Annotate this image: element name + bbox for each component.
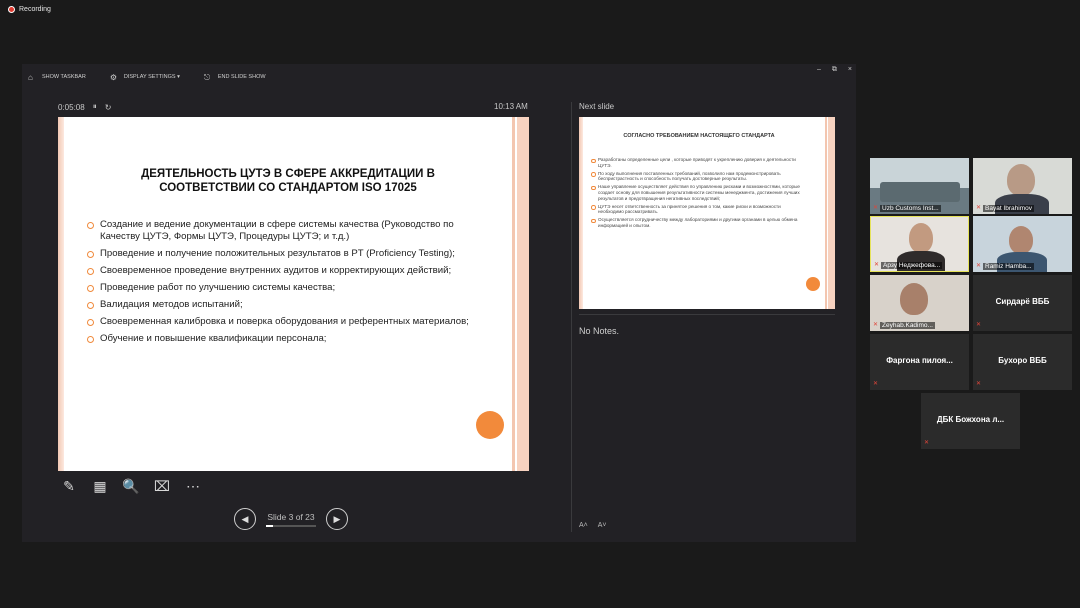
taskbar-icon: ⌂	[28, 72, 33, 82]
participant-tile[interactable]	[973, 334, 1072, 390]
mic-muted-icon: ✕	[873, 381, 879, 387]
slide-position	[266, 512, 316, 527]
participant-name: Ramiz Hamba...	[985, 263, 1032, 270]
recording-indicator	[8, 6, 51, 13]
participant-tile[interactable]	[870, 275, 969, 331]
slide-tools	[60, 477, 202, 495]
slide-progress-fill	[266, 525, 273, 527]
participant-tile[interactable]	[870, 158, 969, 214]
participant-name: Фаргона пилоя...	[886, 356, 953, 365]
participant-tile[interactable]	[973, 275, 1072, 331]
speaker-notes[interactable]: No Notes.	[579, 326, 620, 336]
current-slide[interactable]	[58, 117, 529, 471]
decrease-font-icon[interactable]: A˅	[597, 522, 607, 529]
mic-muted-icon: ✕	[873, 322, 879, 328]
slide-bullet: Своевременная калибровка и поверка оборудования и референтных материалов;	[86, 316, 486, 328]
more-options-icon[interactable]: ⋯	[186, 477, 200, 494]
pane-divider[interactable]	[571, 102, 572, 532]
reset-timer-icon[interactable]: ↻	[104, 102, 112, 112]
mic-muted-icon: ✕	[976, 205, 982, 211]
video-person	[900, 283, 928, 315]
slide-progress-bar	[266, 525, 316, 527]
end-slide-show-label: END SLIDE SHOW	[217, 74, 266, 80]
increase-font-icon[interactable]: A˄	[579, 522, 588, 529]
next-slide-preview[interactable]	[579, 117, 835, 309]
next-slide-decoration-circle	[806, 277, 820, 291]
participant-tile[interactable]	[973, 158, 1072, 214]
next-slide-button[interactable]: ▶	[326, 508, 348, 530]
slide-bullet: Своевременное проведение внутренних аудитов и корректирующих действий;	[86, 265, 486, 277]
participant-name: Zeyhab.Kadimo...	[882, 322, 933, 329]
next-slide-bullet: Наше управление осуществляет действия по управлению рисками и возможностями, которые создает основу для повышения результативности системы менеджмента, достижения лучших результатов и предотвращения негативных последствий;	[591, 184, 806, 201]
display-icon: ⚙	[109, 72, 117, 82]
black-screen-icon[interactable]: ⌧	[153, 477, 171, 494]
video-person	[909, 223, 933, 253]
recording-icon	[8, 6, 15, 13]
participant-name: Бухоро ВББ	[998, 356, 1047, 365]
video-person	[1007, 164, 1035, 196]
slide-title: ДЕЯТЕЛЬНОСТЬ ЦУТЭ В СФЕРЕ АККРЕДИТАЦИИ В СООТВЕТСТВИИ СО СТАНДАРТОМ ISO 17025	[141, 168, 435, 194]
next-slide-bullet: ЦУТЭ несет ответственность за принятое решения о том, какие риски и возможности необходимо рассматривать.	[591, 204, 806, 215]
slide-counter: Slide 3 of 23	[267, 511, 315, 522]
pause-timer-icon[interactable]: ⏸	[92, 102, 97, 111]
next-slide-right-stripe-thin	[825, 117, 827, 309]
window-controls	[817, 66, 852, 74]
slide-bullet: Проведение работ по улучшению системы качества;	[86, 282, 486, 294]
show-taskbar-label: SHOW TASKBAR	[42, 74, 86, 80]
participant-name: Арзу Неджефова...	[883, 262, 941, 269]
notes-font-controls	[579, 522, 607, 529]
slide-bullet: Проведение и получение положительных результатов в PT (Proficiency Testing);	[86, 248, 486, 260]
end-show-icon: ⎋	[203, 72, 211, 82]
participant-tile[interactable]	[921, 393, 1020, 449]
presenter-toolbar	[22, 64, 856, 90]
participant-tile[interactable]	[870, 334, 969, 390]
display-settings-label: DISPLAY SETTINGS ▾	[123, 74, 180, 80]
timer	[58, 102, 111, 112]
slide-right-stripe-thin	[512, 117, 515, 471]
previous-slide-button[interactable]: ◀	[234, 508, 256, 530]
show-taskbar-button[interactable]	[28, 74, 86, 81]
next-slide-right-stripe	[828, 117, 835, 309]
next-slide-bullet: Разработаны определенные цели , которые приводят к укреплению доверия к деятельности ЦУТЭ.	[591, 157, 806, 168]
slide-decoration-circle	[476, 411, 504, 439]
next-slide-bullet-list	[591, 157, 806, 231]
participant-name: ДБК Божхона л...	[936, 415, 1005, 424]
next-slide-bullet: Осуществляется сотрудничеству между лабораториями и другими органами в целью обмена информацией и опытом.	[591, 217, 806, 228]
mic-muted-icon: ✕	[924, 440, 930, 446]
minimize-icon[interactable]: –	[817, 66, 821, 73]
slide-bullet: Валидация методов испытаний;	[86, 299, 486, 311]
next-slide-title: СОГЛАСНО ТРЕБОВАНИЕМ НАСТОЯЩЕГО СТАНДАРТА	[623, 133, 775, 139]
close-icon[interactable]: ×	[847, 66, 852, 73]
video-person	[1009, 226, 1033, 254]
elapsed-time: 0:05:08	[58, 102, 85, 112]
mic-muted-icon: ✕	[873, 205, 879, 211]
mic-muted-icon: ✕	[976, 322, 982, 328]
mic-muted-icon: ✕	[976, 263, 982, 269]
next-slide-label: Next slide	[579, 102, 615, 111]
display-settings-button[interactable]	[110, 74, 180, 81]
slide-bullet: Обучение и повышение квалификации персонала;	[86, 333, 486, 345]
pen-icon[interactable]: ✎	[63, 477, 75, 494]
slide-left-stripe	[58, 117, 64, 471]
slide-bullet-list	[86, 219, 486, 350]
notes-separator	[579, 314, 835, 315]
restore-icon[interactable]: ⧉	[831, 66, 837, 73]
see-all-slides-icon[interactable]: ▦	[93, 477, 107, 494]
end-slide-show-button[interactable]	[204, 74, 266, 81]
participant-name: Uzb Customs Inst...	[882, 205, 939, 212]
participant-tile-active-speaker[interactable]	[870, 216, 969, 272]
zoom-icon[interactable]: 🔍	[122, 477, 140, 494]
slide-navigation	[234, 508, 348, 530]
slide-bullet: Создание и ведение документации в сфере системы качества (Руководство по Качеству ЦУТЭ, Формы ЦУТЭ, Процедуры ЦУТЭ; и т.д.)	[86, 219, 486, 243]
participant-name: Сирдарё ВББ	[995, 297, 1050, 306]
participant-name: Bayat Ibrahimov	[985, 205, 1032, 212]
video-table	[880, 182, 960, 202]
recording-label: Recording	[19, 6, 51, 13]
next-slide-bullet: По ходу выполнения поставленных требований, позволило нам продемонстрировать беспристрастность и способность получать достоверные результаты.	[591, 171, 806, 182]
mic-muted-icon: ✕	[976, 381, 982, 387]
clock: 10:13 AM	[494, 102, 528, 111]
slide-right-stripe	[517, 117, 529, 471]
participant-tile[interactable]	[973, 216, 1072, 272]
next-slide-left-stripe	[579, 117, 583, 309]
presenter-view-window	[22, 64, 856, 542]
mic-muted-icon: ✕	[874, 262, 880, 268]
